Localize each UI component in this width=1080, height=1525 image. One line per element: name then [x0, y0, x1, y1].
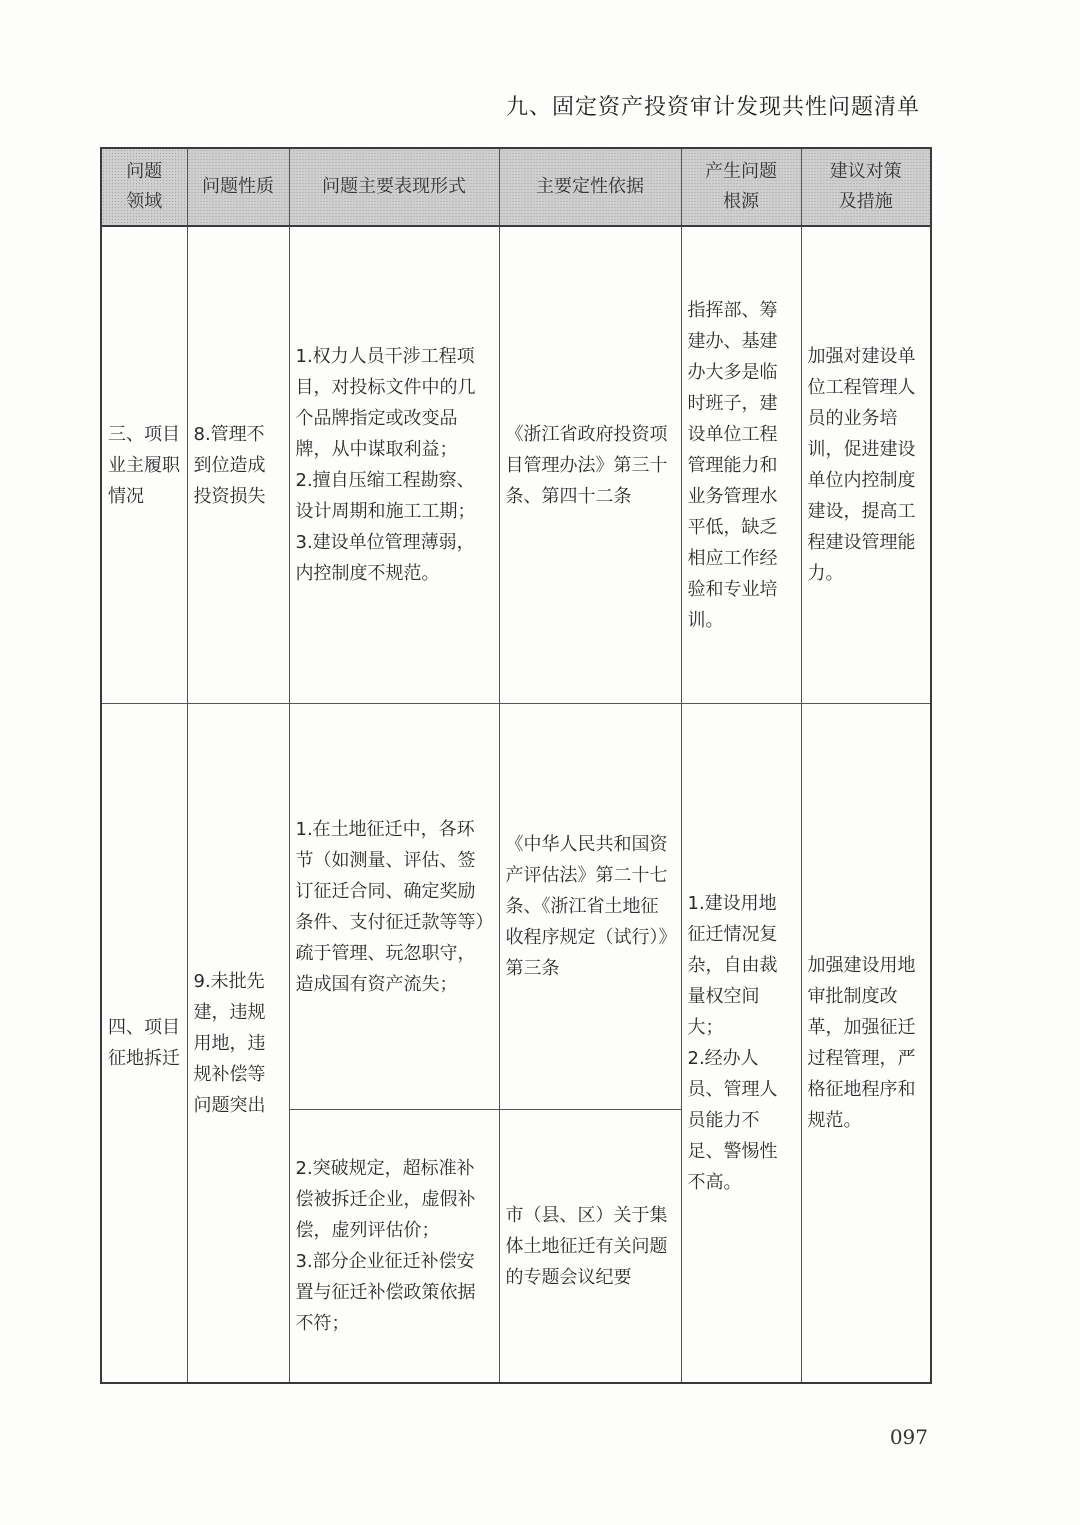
page-number: 097 [889, 1425, 928, 1449]
cell-nature: 9.未批先建，违规用地，违规补偿等问题突出 [187, 704, 289, 1384]
table-header-row [101, 148, 931, 226]
cell-suggestion: 加强对建设单位工程管理人员的业务培训，促进建设单位内控制度建设，提高工程建设管理能力。 [801, 226, 931, 704]
cell-nature: 8.管理不到位造成投资损失 [187, 226, 289, 704]
table-row [101, 226, 931, 704]
audit-issue-table [100, 147, 932, 1384]
header-area: 问题 领域 [101, 148, 187, 226]
cell-cause: 指挥部、筹建办、基建办大多是临时班子，建设单位工程管理能力和业务管理水平低，缺乏相应工作经验和专业培训。 [681, 226, 801, 704]
page-title: 九、固定资产投资审计发现共性问题清单 [505, 95, 920, 120]
cell-suggestion: 加强建设用地审批制度改革，加强征迁过程管理，严格征地程序和规范。 [801, 704, 931, 1384]
cell-manifestation: 2.突破规定，超标准补偿被拆迁企业，虚假补偿，虚列评估价； 3.部分企业征迁补偿安置与征迁补偿政策依据不符； [289, 1110, 499, 1384]
cell-basis: 《浙江省政府投资项目管理办法》第三十条、第四十二条 [499, 226, 681, 704]
cell-cause: 1.建设用地征迁情况复杂，自由裁量权空间大； 2.经办人员、管理人员能力不足、警惕性不高。 [681, 704, 801, 1384]
cell-manifestation: 1.在土地征迁中，各环节（如测量、评估、签订征迁合同、确定奖励条件、支付征迁款等等）疏于管理、玩忽职守，造成国有资产流失； [289, 704, 499, 1110]
cell-manifestation: 1.权力人员干涉工程项目，对投标文件中的几个品牌指定或改变品牌，从中谋取利益； 2.擅自压缩工程勘察、设计周期和施工工期； 3.建设单位管理薄弱，内控制度不规范。 [289, 226, 499, 704]
table-row [101, 704, 931, 1110]
cell-basis: 《中华人民共和国资产评估法》第二十七条、《浙江省土地征收程序规定（试行）》第三条 [499, 704, 681, 1110]
cell-area: 四、项目征地拆迁 [101, 704, 187, 1384]
cell-basis: 市（县、区）关于集体土地征迁有关问题的专题会议纪要 [499, 1110, 681, 1384]
header-cause: 产生问题 根源 [681, 148, 801, 226]
cell-area: 三、项目业主履职情况 [101, 226, 187, 704]
header-nature: 问题性质 [187, 148, 289, 226]
header-suggestion: 建议对策 及措施 [801, 148, 931, 226]
header-basis: 主要定性依据 [499, 148, 681, 226]
header-manifestation: 问题主要表现形式 [289, 148, 499, 226]
